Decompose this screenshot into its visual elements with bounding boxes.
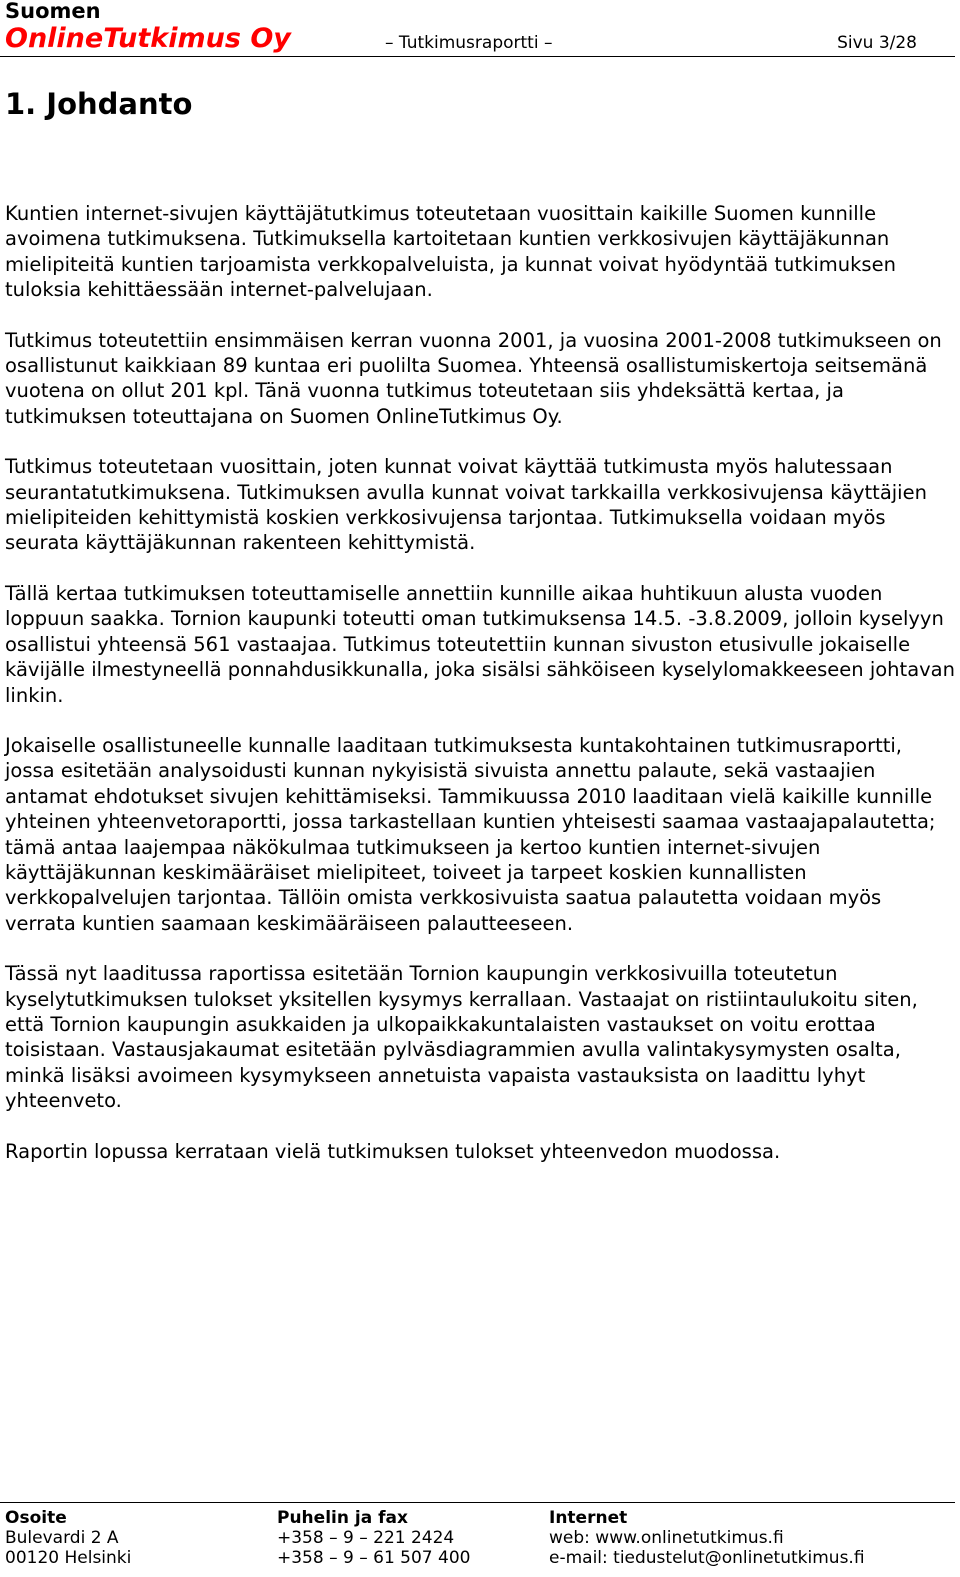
page-header <box>0 0 955 57</box>
footer-address <box>5 1508 131 1568</box>
paragraph: Tässä nyt laaditussa raportissa esitetään Tornion kaupungin verkkosivuilla toteutetun kyselytutkimuksen tulokset yksitellen kysymys kerrallaan. Vastaajat on ristiintaulukoitu siten, että Tornion kaupungin asukkaiden ja ulkopaikkakuntalaisten vastaukset on voitu erottaa toisistaan. Vastausjakaumat esitetään pylväsdiagrammien avulla valintakysymysten osalta, minkä lisäksi avoimeen kysymykseen annetuista vapaista vastauksista on laadittu lyhyt yhteenveto. <box>5 962 918 1113</box>
page-footer <box>0 1502 955 1577</box>
footer-phone-number: +358 – 9 – 221 2424 <box>277 1528 455 1548</box>
body-text <box>5 201 955 1189</box>
section-heading: 1. Johdanto <box>5 87 193 121</box>
paragraph: Jokaiselle osallistuneelle kunnalle laaditaan tutkimuksesta kuntakohtainen tutkimusraportti, jossa esitetään analysoidusti kunnan nykyisistä sivuista annettu palaute, sekä vastaajien antamat ehdotukset sivujen kehittämiseksi. Tammikuussa 2010 laaditaan vielä kaikille kunnille yhteinen yhteenvetoraportti, jossa tarkastellaan kuntien yhteisesti saamaa vastaajapalautetta; tämä antaa laajempaa näkökulmaa tutkimukseen ja kertoo kuntien internet-sivujen käyttäjäkunnan keskimääräiset mielipiteet, toiveet ja tarpeet koskien kunnallisten verkkopalvelujen tarjontaa. Tällöin omista verkkosivuista saatua palautetta voidaan myös verrata kuntien saamaan keskimääräiseen palautteeseen. <box>5 733 936 935</box>
paragraph: Kuntien internet-sivujen käyttäjätutkimus toteutetaan vuosittain kaikille Suomen kunnille avoimena tutkimuksena. Tutkimuksella kartoitetaan kuntien verkkosivujen käyttäjäkunnan mielipiteitä kuntien tarjoamista verkkopalveluista, ja kunnat voivat hyödyntää tutkimuksen tuloksia kehittäessään internet-palvelujaan. <box>5 202 896 302</box>
footer-phone-title: Puhelin ja fax <box>277 1508 408 1528</box>
company-logo-line1: Suomen <box>5 0 101 23</box>
footer-web: web: www.onlinetutkimus.fi <box>549 1528 784 1548</box>
footer-phone <box>277 1508 470 1568</box>
footer-internet <box>549 1508 865 1568</box>
paragraph: Tutkimus toteutetaan vuosittain, joten kunnat voivat käyttää tutkimusta myös halutessaan seurantatutkimuksena. Tutkimuksen avulla kunnat voivat tarkkailla verkkosivujensa käyttäjien mielipiteiden kehittymistä koskien verkkosivujensa tarjontaa. Tutkimuksella voidaan myös seurata käyttäjäkunnan rakenteen kehittymistä. <box>5 455 927 555</box>
footer-fax-number: +358 – 9 – 61 507 400 <box>277 1548 471 1568</box>
report-type: – Tutkimusraportti – <box>385 33 553 53</box>
paragraph: Raportin lopussa kerrataan vielä tutkimuksen tulokset yhteenvedon muodossa. <box>5 1139 781 1163</box>
footer-internet-title: Internet <box>549 1508 628 1528</box>
footer-address-city: 00120 Helsinki <box>5 1548 132 1568</box>
page-number: Sivu 3/28 <box>837 33 917 53</box>
company-logo-line2: OnlineTutkimus Oy <box>5 23 291 54</box>
footer-address-title: Osoite <box>5 1508 67 1528</box>
paragraph: Tutkimus toteutettiin ensimmäisen kerran vuonna 2001, ja vuosina 2001-2008 tutkimukseen on osallistunut kaikkiaan 89 kuntaa eri puolilta Suomea. Yhteensä osallistumiskertoja seitsemänä vuotena on ollut 201 kpl. Tänä vuonna tutkimus toteutetaan siis yhdeksättä kertaa, ja tutkimuksen toteuttajana on Suomen OnlineTutkimus Oy. <box>5 328 942 428</box>
footer-email: e-mail: tiedustelut@onlinetutkimus.fi <box>549 1548 865 1568</box>
footer-address-street: Bulevardi 2 A <box>5 1528 119 1548</box>
paragraph: Tällä kertaa tutkimuksen toteuttamiselle annettiin kunnille aikaa huhtikuun alusta vuoden loppuun saakka. Tornion kaupunki toteutti oman tutkimuksensa 14.5. -3.8.2009, jolloin kyselyyn osallistui yhteensä 561 vastaajaa. Tutkimus toteutettiin kunnan sivuston etusivulle jokaiselle kävijälle ilmestyneellä ponnahdusikkunalla, joka sisälsi sähköiseen kyselylomakkeeseen johtavan linkin. <box>5 581 955 707</box>
